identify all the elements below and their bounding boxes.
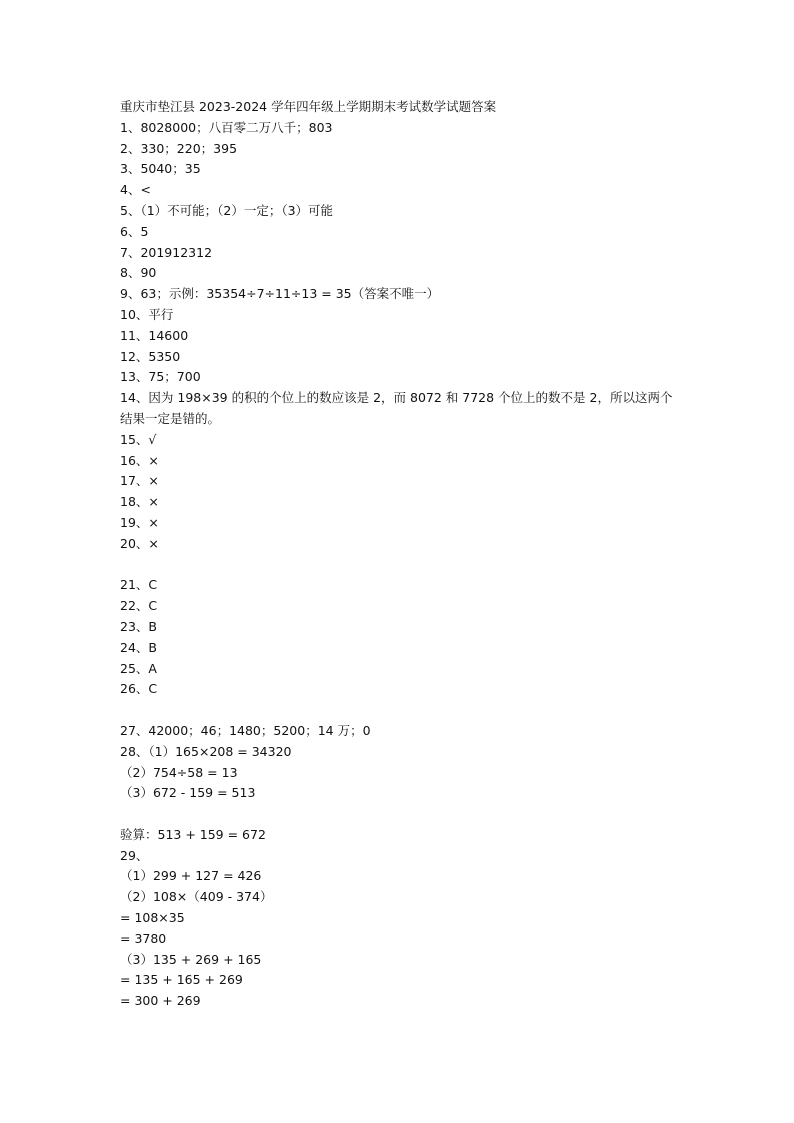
answer-line: 23、B (120, 618, 157, 634)
answer-line: 10、平行 (120, 306, 174, 322)
answer-line: 13、75；700 (120, 369, 201, 385)
answer-line: = 108×35 (120, 910, 185, 926)
answer-line: 20、× (120, 535, 159, 551)
answer-line: 1、8028000；八百零二万八千；803 (120, 119, 333, 135)
answer-14-paragraph: 14、因为 198×39 的积的个位上的数应该是 2，而 8072 和 7728 个位上的数不是 2，所以这两个结果一定是错的。 (120, 390, 673, 426)
answer-group-calculation (120, 721, 680, 804)
answer-line: （2）108×（409 - 374） (120, 889, 273, 905)
answer-line: 21、C (120, 577, 158, 593)
answer-line: 验算：513 + 159 = 672 (120, 826, 266, 842)
answer-line: 16、× (120, 452, 159, 468)
answer-line: 29、 (120, 847, 149, 863)
answer-line: 15、√ (120, 431, 157, 447)
answer-line: （2）754÷58 = 13 (120, 764, 238, 780)
answer-group-judgement (120, 430, 680, 555)
answer-line: 17、× (120, 473, 159, 489)
answer-line: 3、5040；35 (120, 161, 201, 177)
answer-line: = 300 + 269 (120, 993, 201, 1009)
answer-line: 12、5350 (120, 348, 181, 364)
answer-line: 27、42000；46；1480；5200；14 万；0 (120, 722, 371, 738)
answer-line: 22、C (120, 598, 158, 614)
answer-line: 18、× (120, 494, 159, 510)
blank-line (120, 804, 680, 825)
answer-group-1 (120, 118, 680, 388)
answer-group-choice (120, 575, 680, 700)
blank-line (120, 555, 680, 576)
answer-line: 4、< (120, 182, 151, 198)
answer-line: 6、5 (120, 223, 149, 239)
blank-line (120, 700, 680, 721)
answer-line: 24、B (120, 639, 157, 655)
answer-line: 26、C (120, 681, 158, 697)
answer-line: 25、A (120, 660, 157, 676)
answer-line: = 135 + 165 + 269 (120, 972, 243, 988)
answer-sheet (120, 97, 680, 1012)
document-title: 重庆市垫江县 2023-2024 学年四年级上学期期末考试数学试题答案 (120, 99, 497, 114)
answer-line: 8、90 (120, 265, 157, 281)
answer-line: （3）135 + 269 + 165 (120, 951, 262, 967)
answer-line: 5、（1）不可能；（2）一定；（3）可能 (120, 202, 334, 218)
answer-line: 9、63；示例：35354÷7÷11÷13 = 35（答案不唯一） (120, 286, 440, 302)
answer-group-working (120, 825, 680, 1012)
answer-line: 28、（1）165×208 = 34320 (120, 743, 292, 759)
answer-line: 7、201912312 (120, 244, 213, 260)
answer-line: 19、× (120, 514, 159, 530)
answer-line: 2、330；220；395 (120, 140, 238, 156)
answer-line: （1）299 + 127 = 426 (120, 868, 262, 884)
answer-line: （3）672 - 159 = 513 (120, 785, 256, 801)
answer-line: 11、14600 (120, 327, 189, 343)
answer-line: = 3780 (120, 930, 167, 946)
